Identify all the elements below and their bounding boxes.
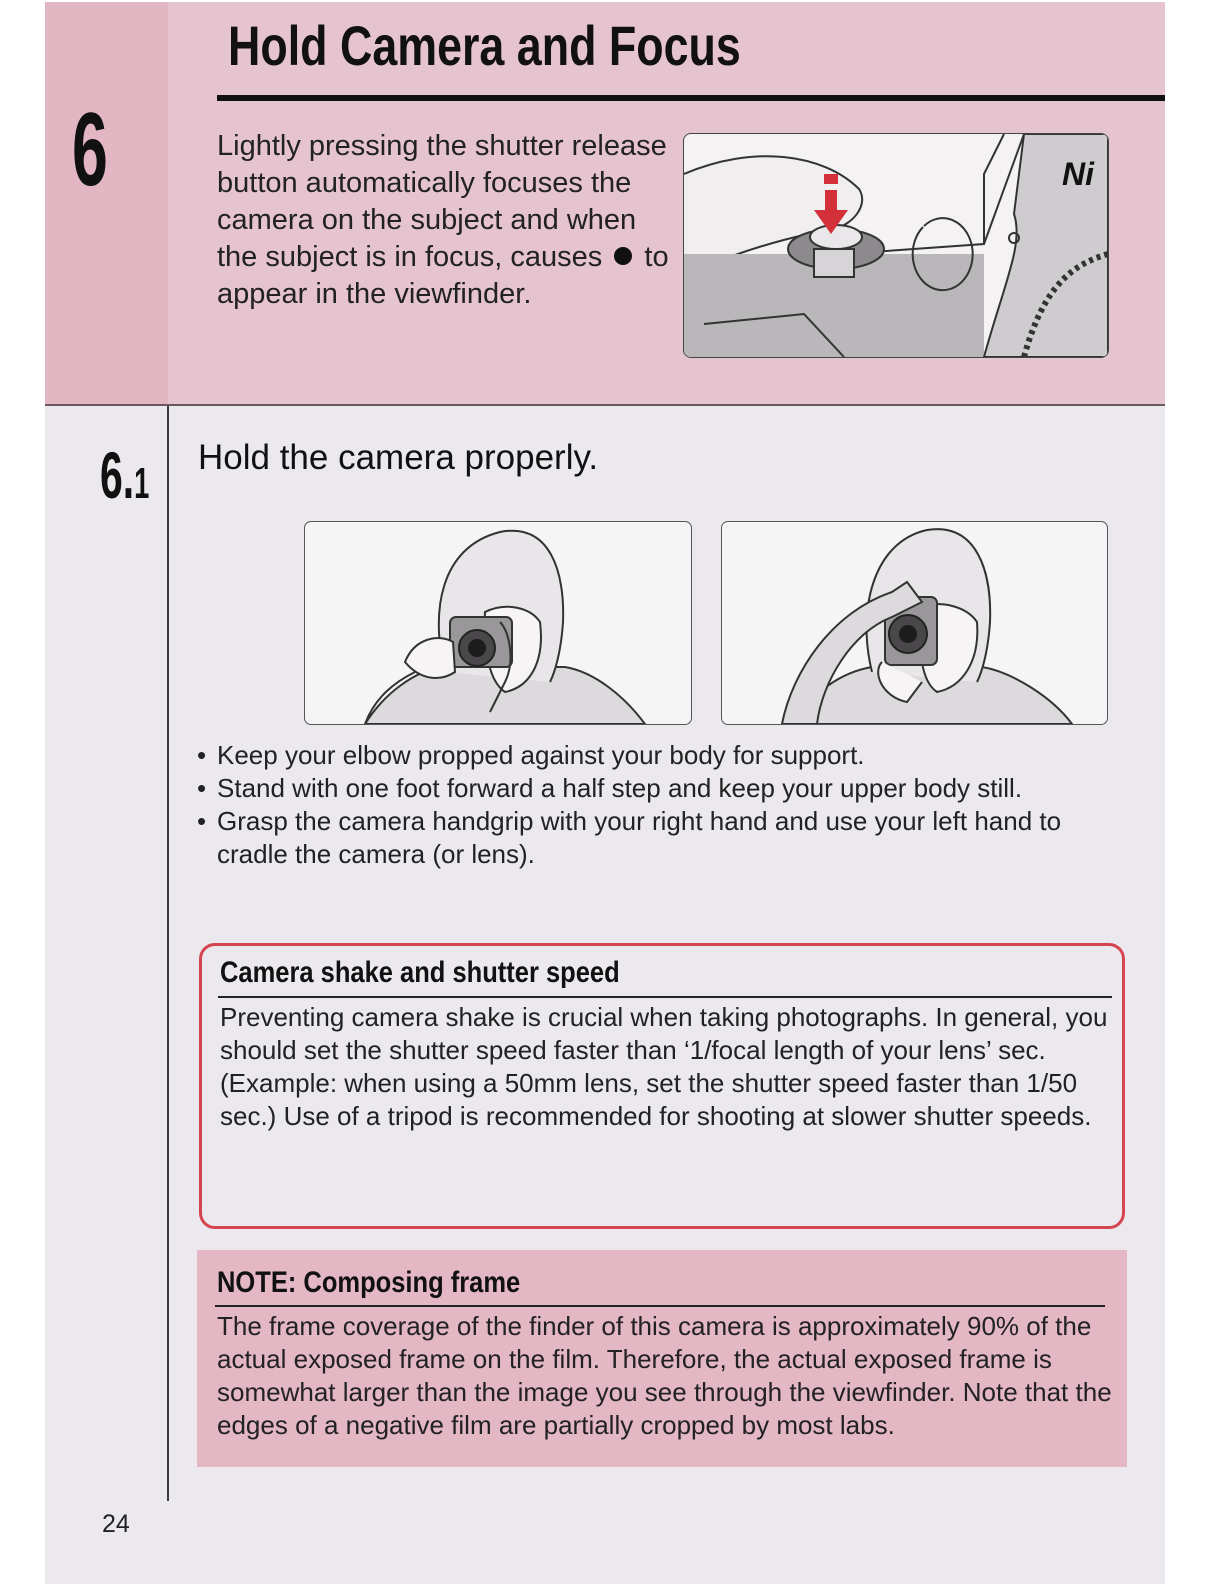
note-text: The frame coverage of the finder of this camera is approximately 90% of the actual exposed frame on the film. Therefore, the actual exposed frame is somewhat larger than the image you see through the viewfinder. Note that the edges of a negative film are partially cropped by most labs.	[217, 1311, 1112, 1440]
band-divider	[45, 404, 1165, 406]
list-item: • Grasp the camera handgrip with your right hand and use your left hand to cradle the camera (or lens).	[197, 805, 1127, 871]
person-vertical-drawing	[722, 522, 1107, 724]
page-title: Hold Camera and Focus	[228, 14, 741, 77]
list-item: • Stand with one foot forward a half step and keep your upper body still.	[197, 772, 1127, 805]
list-item: • Keep your elbow propped against your body for support.	[197, 739, 1127, 772]
person-horizontal-drawing	[305, 522, 691, 724]
camera-brand-badge: Ni	[1062, 156, 1094, 192]
section-number-sub: 1	[134, 459, 150, 508]
margin-rule	[167, 406, 169, 1501]
section-title: Hold the camera properly.	[198, 438, 599, 477]
callout-rule	[218, 996, 1112, 998]
note-rule	[215, 1305, 1105, 1307]
composing-frame-note	[197, 1250, 1127, 1467]
section-number	[100, 438, 150, 512]
holding-tips-list	[197, 739, 1127, 871]
intro-text-end: to appear in the viewfinder.	[217, 241, 669, 310]
camera-top-drawing	[684, 134, 1108, 357]
intro-text	[217, 128, 677, 313]
holding-camera-horizontal-illustration	[304, 521, 692, 725]
title-rule	[217, 95, 1165, 101]
callout-text: Preventing camera shake is crucial when taking photographs. In general, you should set the shutter speed faster than ‘1/focal length of your lens’ sec. (Example: when using a 50mm lens, set the shutter speed faster than 1/50 sec.) Use of a tripod is recommended for shooting at slower shutter speeds.	[220, 1002, 1108, 1131]
holding-camera-vertical-illustration	[721, 521, 1108, 725]
manual-page	[45, 2, 1165, 1584]
chapter-number: 6	[72, 92, 108, 208]
section-number-main: 6.	[100, 438, 135, 512]
shutter-release-illustration	[683, 133, 1109, 358]
focus-indicator-dot-icon	[614, 247, 632, 265]
camera-shake-callout	[199, 943, 1125, 1229]
page-number: 24	[102, 1510, 130, 1538]
intro-text-start: Lightly pressing the shutter release button automatically focuses the camera on the subject and when the subject is in focus, causes	[217, 130, 667, 273]
callout-title: Camera shake and shutter speed	[220, 956, 620, 989]
note-title: NOTE: Composing frame	[217, 1266, 521, 1299]
